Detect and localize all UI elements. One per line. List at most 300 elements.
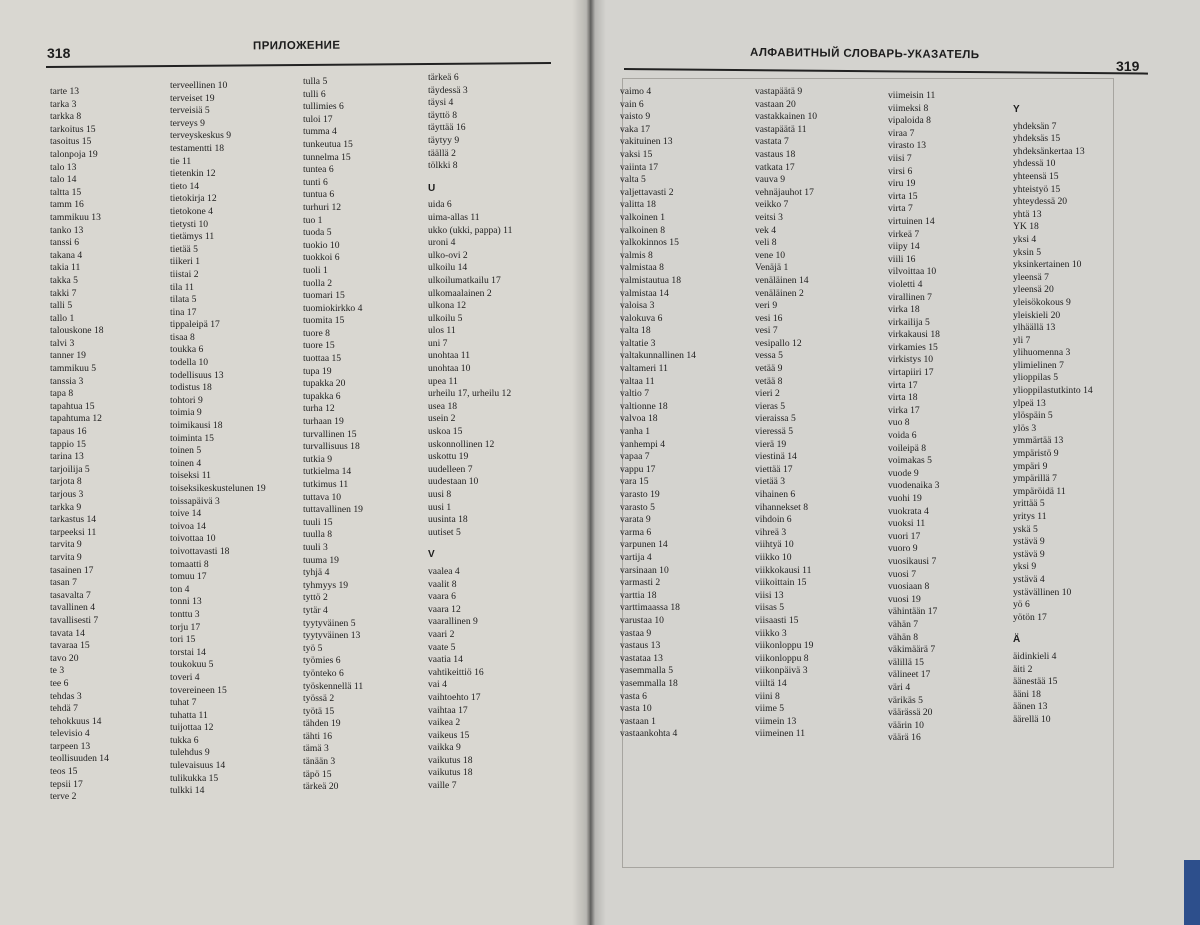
index-entry: tavaraa 15 [50,640,90,652]
index-entry: terveellinen 10 [170,80,228,91]
index-entry: tarjous 3 [50,489,84,500]
index-column-6 [755,86,817,741]
index-entry: veri 9 [755,300,778,312]
index-entry: tölkki 8 [428,160,458,172]
index-entry: tietysti 10 [170,218,209,230]
index-entry: tunkeutua 15 [303,138,353,150]
index-entry: tuo 1 [303,214,323,226]
index-entry: vaiinta 17 [620,161,659,173]
index-entry: tutkia 9 [303,453,333,465]
index-entry: veitsi 3 [755,211,783,223]
index-entry: valitta 18 [620,199,656,211]
index-entry: tarpeeksi 11 [50,526,97,538]
index-entry: työskennellä 11 [303,680,364,692]
index-entry: työ 5 [303,642,323,654]
index-entry: tavo 20 [50,652,79,664]
index-entry: varasto 5 [620,501,655,513]
index-entry: tuoda 5 [303,227,332,239]
index-entry: upea 11 [428,375,458,387]
index-entry: yhteydessä 20 [1013,196,1068,208]
index-entry: talli 5 [50,300,73,312]
index-entry: ylioppilas 5 [1013,372,1059,384]
page-number-left: 318 [47,45,71,61]
index-entry: yksi 9 [1013,561,1037,573]
index-entry: työnteko 6 [303,667,344,679]
index-entry: yhdeksänkertaa 13 [1013,145,1085,157]
index-entry: tasainen 17 [50,564,94,576]
index-entry: yleisökokous 9 [1013,296,1071,308]
index-entry: terveyskeskus 9 [170,130,232,142]
index-entry: vaikea 2 [428,717,461,729]
index-entry: yhteistyö 15 [1013,183,1061,195]
index-entry: valta 18 [620,325,651,337]
index-entry: tulikukka 15 [170,772,219,784]
index-entry: valkoinen 8 [620,224,666,236]
index-entry: teos 15 [50,766,78,778]
index-entry: tulevaisuus 14 [170,760,226,772]
index-entry: tutkielma 14 [303,466,352,478]
index-entry: talonpoja 19 [50,148,98,160]
index-entry: tarina 13 [50,451,84,463]
index-entry: viime 5 [755,703,785,715]
index-entry: vaalit 8 [428,578,457,590]
index-entry: ulkoilu 14 [428,262,468,274]
index-entry: ylioppilastutkinto 14 [1013,385,1093,397]
index-entry: toveri 4 [170,671,200,683]
index-entry: virkakausi 18 [888,329,940,341]
index-entry: vaatia 14 [428,654,463,666]
index-entry: tuokkoi 6 [303,252,340,264]
index-entry: tietokirja 12 [170,193,217,205]
index-entry: yksin 5 [1013,246,1041,258]
index-entry: ylöspäin 5 [1013,410,1053,422]
index-entry: tanssia 3 [50,375,84,387]
index-entry: valtaa 11 [620,375,655,387]
index-entry: vek 4 [755,224,777,236]
index-entry: valmistautua 18 [620,274,682,286]
index-entry: vieras 5 [755,400,786,412]
index-entry: ulkona 12 [428,300,467,312]
index-entry: tavata 14 [50,627,85,639]
index-entry: tammikuu 5 [50,363,97,375]
index-column-7 [888,90,940,745]
index-entry: tepsii 17 [50,778,83,790]
index-entry: terveiset 19 [170,92,215,104]
index-entry: tuuli 3 [303,541,328,553]
index-entry: virkamies 15 [888,341,938,353]
index-entry: tiikeri 1 [170,256,201,268]
index-entry: varasto 19 [620,489,660,500]
index-entry: uusi 8 [428,489,452,500]
index-entry: viikonpäivä 3 [755,665,808,677]
index-entry: varustaa 10 [620,614,664,626]
index-entry: vihreä 3 [755,526,787,538]
index-entry: tanner 19 [50,350,86,362]
index-entry: YK 18 [1013,221,1039,233]
index-section-heading: U [428,182,436,194]
index-entry: yhdessä 10 [1013,158,1056,170]
index-column-4 [428,72,512,793]
index-entry: ylpeä 13 [1013,397,1046,409]
index-entry: virkeä 7 [888,228,920,240]
index-entry: väkimäärä 7 [888,644,936,656]
index-entry: tähden 19 [303,718,341,730]
index-entry: tisaa 8 [170,331,195,343]
index-entry: uudelleen 7 [428,463,473,475]
index-entry: viisaasti 15 [755,614,799,626]
index-entry: täpö 15 [303,768,332,780]
index-entry: tammikuu 13 [50,211,101,223]
index-entry: viettää 17 [755,463,793,475]
index-entry: vuosikausi 7 [888,555,937,567]
index-entry: ulos 11 [428,325,456,337]
index-entry: tullimies 6 [303,101,344,113]
index-entry: vessa 5 [755,350,783,362]
index-entry: violetti 4 [888,278,923,290]
index-entry: televisio 4 [50,728,90,740]
index-entry: vuosi 7 [888,568,916,580]
index-entry: todellisuus 13 [170,369,224,381]
index-entry: tila 11 [170,281,194,293]
index-entry: tarjota 8 [50,476,82,488]
index-entry: vaimo 4 [620,86,652,97]
index-entry: tulehdus 9 [170,747,210,759]
index-entry: virta 18 [888,392,918,404]
index-entry: yli 7 [1013,334,1031,346]
index-entry: viestinä 14 [755,451,797,463]
index-entry: tuloi 17 [303,113,333,125]
index-entry: tarkoitus 15 [50,123,96,135]
index-entry: testamentti 18 [170,142,225,154]
index-entry: äänestää 15 [1013,676,1058,688]
index-entry: ton 4 [170,583,190,595]
index-entry: tarvita 9 [50,551,82,563]
index-entry: tietenkin 12 [170,168,216,180]
index-entry: vuokrata 4 [888,505,929,517]
index-entry: tuolla 2 [303,277,333,289]
index-entry: vappu 17 [620,463,656,475]
index-entry: viili 16 [888,253,916,265]
index-entry: viikko 10 [755,551,792,563]
index-entry: toiseksikeskustelunen 19 [170,483,266,494]
index-entry: takana 4 [50,249,83,261]
index-entry: vahtikeittiö 16 [428,666,484,678]
index-entry: takki 7 [50,287,77,299]
index-entry: tori 15 [170,634,196,646]
index-entry: tuottaa 15 [303,353,342,365]
index-entry: varmasti 2 [620,577,661,589]
index-entry: viihtyä 10 [755,539,794,551]
index-section-heading: Ä [1013,634,1021,646]
index-entry: työtä 15 [303,705,335,717]
index-entry: vietää 3 [755,476,786,488]
index-entry: vastapäätä 9 [755,86,803,97]
index-entry: vaille 7 [428,780,457,792]
index-entry: tyytyväinen 5 [303,617,356,629]
index-entry: yhtä 13 [1013,208,1042,220]
index-entry: viimeinen 11 [755,728,806,740]
index-entry: toiminta 15 [170,432,214,444]
index-entry: vuode 9 [888,467,919,479]
index-entry: tietämys 11 [170,231,215,243]
index-entry: ystävä 4 [1013,573,1045,585]
index-entry: voimakas 5 [888,455,932,467]
index-entry: tiistai 2 [170,268,199,280]
index-entry: vuosiaan 8 [888,581,930,593]
index-entry: tuntea 6 [303,164,334,176]
index-entry: yksinkertainen 10 [1013,259,1082,271]
index-section-heading: V [428,549,435,561]
index-entry: tieto 14 [170,180,200,192]
index-entry: uusinta 18 [428,514,468,526]
index-entry: täydessä 3 [428,84,468,96]
index-entry: tomaatti 8 [170,558,209,570]
index-entry: toivoa 14 [170,520,206,532]
index-entry: viikoittain 15 [755,577,807,589]
page-number-right: 319 [1116,58,1140,74]
index-entry: vihainen 6 [755,489,796,500]
index-entry: tehdas 3 [50,690,82,702]
index-entry: valkoinen 1 [620,211,666,223]
index-entry: ulko-ovi 2 [428,249,468,261]
index-entry: tonttu 3 [170,608,200,620]
index-entry: tytär 4 [303,604,328,616]
index-entry: toukokuu 5 [170,659,214,671]
index-entry: viikonloppu 19 [755,640,814,652]
index-entry: viimeksi 8 [888,102,929,114]
index-entry: tuomita 15 [303,315,345,327]
index-entry: tulla 5 [303,76,328,87]
index-entry: yksi 4 [1013,233,1037,245]
index-entry: tuomari 15 [303,290,345,302]
index-entry: vuo 8 [888,417,910,429]
index-entry: yhdeksän 7 [1013,120,1057,132]
index-entry: yritys 11 [1013,511,1047,522]
index-entry: tippaleipä 17 [170,319,220,331]
index-entry: valmistaa 14 [620,287,669,299]
index-entry: talo 13 [50,161,77,173]
index-entry: täyttö 8 [428,109,458,121]
index-entry: turhuri 12 [303,201,342,213]
index-entry: terveisiä 5 [170,105,210,117]
index-entry: vaarallinen 9 [428,616,478,628]
index-entry: venäläinen 2 [755,287,804,299]
index-entry: vanha 1 [620,426,651,438]
index-entry: tilata 5 [170,294,197,306]
index-entry: teollisuuden 14 [50,753,109,765]
index-entry: toukka 6 [170,344,204,356]
index-entry: uida 6 [428,199,452,211]
index-entry: tarte 13 [50,86,80,97]
index-entry: tasan 7 [50,577,77,589]
index-entry: tomuu 17 [170,571,207,583]
index-entry: tähti 16 [303,730,333,742]
left-page [0,0,590,925]
index-entry: vähän 7 [888,618,919,630]
index-entry: vara 15 [620,476,649,488]
index-entry: tarpeen 13 [50,740,91,752]
index-entry: veikko 7 [755,199,789,211]
index-entry: tapahtua 15 [50,400,95,412]
index-entry: terveys 9 [170,117,205,129]
index-entry: vaikutus 18 [428,767,473,779]
index-entry: varttimaassa 18 [620,602,680,614]
index-entry: tarvita 9 [50,539,82,551]
index-entry: uutiset 5 [428,526,461,538]
index-entry: valtatie 3 [620,337,656,349]
index-entry: viraa 7 [888,127,915,139]
index-entry: vaara 6 [428,591,456,603]
index-entry: uskottu 19 [428,451,469,463]
index-entry: viisi 13 [755,589,784,601]
index-entry: vesi 16 [755,312,783,324]
index-entry: vaikka 9 [428,742,461,754]
index-entry: tutkimus 11 [303,479,349,490]
index-entry: tupa 19 [303,365,332,377]
index-entry: työmies 6 [303,655,341,667]
index-entry: yrittää 5 [1013,498,1045,510]
index-entry: vuodenaika 3 [888,480,940,492]
index-entry: tehokkuus 14 [50,715,102,727]
index-entry: väärässä 20 [888,707,933,719]
index-entry: valkokinnos 15 [620,237,679,249]
index-entry: viikko 3 [755,627,787,639]
index-entry: täällä 2 [428,147,456,159]
index-entry: vai 4 [428,679,447,691]
index-entry: torstai 14 [170,646,206,658]
index-entry: tasoitus 15 [50,136,92,148]
index-entry: turvallisuus 18 [303,441,360,453]
index-entry: vain 6 [620,98,644,110]
index-entry: tupakka 6 [303,390,341,402]
index-entry: torju 17 [170,621,201,633]
index-entry: tulkki 14 [170,785,205,797]
index-section-heading: Y [1013,104,1020,115]
book-gutter-shadow [572,0,606,925]
right-page [590,0,1200,925]
index-entry: turhaan 19 [303,416,344,428]
index-entry: toinen 4 [170,457,202,469]
index-entry: varsinaan 10 [620,564,669,576]
index-entry: toimikausi 18 [170,420,223,432]
index-entry: tanssi 6 [50,237,80,249]
index-entry: vihdoin 6 [755,514,792,526]
index-entry: tunti 6 [303,176,328,188]
index-entry: vartija 4 [620,551,652,563]
index-entry: talvi 3 [50,337,75,349]
index-entry: virtuinen 14 [888,215,935,227]
index-entry: tehdä 7 [50,703,78,715]
index-entry: tallo 1 [50,312,75,324]
index-entry: virta 15 [888,190,918,202]
index-entry: yötön 17 [1013,611,1047,623]
index-entry: tarjoilija 5 [50,463,90,475]
index-entry: tänään 3 [303,756,336,768]
index-entry: ulkoilu 5 [428,312,463,324]
index-entry: tietokone 4 [170,205,213,217]
index-entry: valoisa 3 [620,300,655,312]
index-entry: vaihtaa 17 [428,704,468,716]
index-entry: vehnäjauhot 17 [755,186,814,198]
index-entry: vieressä 5 [755,426,794,438]
index-entry: vaalea 4 [428,565,460,577]
index-entry: usein 2 [428,413,456,425]
index-entry: ymmärtää 13 [1013,435,1064,447]
index-entry: virta 7 [888,203,913,215]
index-entry: uroni 4 [428,237,456,249]
index-entry: vieri 2 [755,388,780,400]
index-entry: varttia 18 [620,589,657,601]
index-entry: yhteensä 15 [1013,170,1059,182]
index-entry: tasavalta 7 [50,589,91,601]
index-entry: tina 17 [170,306,197,318]
index-entry: uudestaan 10 [428,476,479,488]
index-entry: talouskone 18 [50,325,104,337]
index-entry: venäläinen 14 [755,274,809,286]
index-entry: takia 11 [50,262,81,274]
index-entry: turvallinen 15 [303,428,357,440]
index-entry: tarkka 8 [50,111,82,123]
index-entry: ulkomaalainen 2 [428,287,492,299]
index-entry: vaara 12 [428,603,461,615]
index-entry: viisas 5 [755,602,785,614]
left-header-rule [46,62,551,68]
left-page-title: ПРИЛОЖЕНИЕ [252,39,341,53]
index-entry: valmistaa 8 [620,262,664,274]
index-entry: täysi 4 [428,97,454,109]
index-entry: toivottaa 10 [170,533,216,545]
index-entry: vastaus 18 [755,148,796,160]
index-entry: toivottavasti 18 [170,545,230,557]
index-entry: tämä 3 [303,743,329,755]
index-entry: tavallisesti 7 [50,614,99,626]
index-entry: tie 11 [170,155,192,167]
book-cover-edge [1184,860,1200,925]
index-entry: valtakunnallinen 14 [620,350,696,362]
index-entry: valokuva 6 [620,312,663,324]
index-entry: valtameri 11 [620,363,668,375]
index-entry: viru 19 [888,178,916,190]
index-entry: tuuma 19 [303,554,339,566]
index-entry: virka 18 [888,304,920,316]
index-entry: virasto 13 [888,140,927,152]
index-entry: ulkoilumatkailu 17 [428,274,501,286]
index-entry: tuuli 15 [303,516,333,528]
index-entry: vuohi 19 [888,493,922,504]
index-entry: uusi 1 [428,501,452,513]
index-entry: tuomiokirkko 4 [303,302,363,314]
index-entry: ylimielinen 7 [1013,359,1064,371]
index-entry: takka 5 [50,274,78,286]
index-entry: äiti 2 [1013,663,1033,675]
index-entry: tuore 8 [303,327,330,339]
index-entry: todella 10 [170,357,209,369]
index-entry: tuore 15 [303,340,335,352]
index-entry: vaka 17 [620,123,651,135]
index-entry: viimein 13 [755,715,797,727]
index-entry: yleensä 7 [1013,271,1049,283]
index-entry: valtionne 18 [620,400,668,412]
index-entry: täyttää 16 [428,122,466,134]
index-entry: tuijottaa 12 [170,722,214,734]
index-entry: tupakka 20 [303,378,346,390]
index-entry: virtapiiri 17 [888,367,934,379]
index-entry: vasemmalla 5 [620,665,674,677]
index-entry: unohtaa 10 [428,363,471,375]
index-entry: vuori 17 [888,530,921,542]
index-entry: viipy 14 [888,241,920,253]
index-entry: ukko (ukki, pappa) 11 [428,224,513,236]
